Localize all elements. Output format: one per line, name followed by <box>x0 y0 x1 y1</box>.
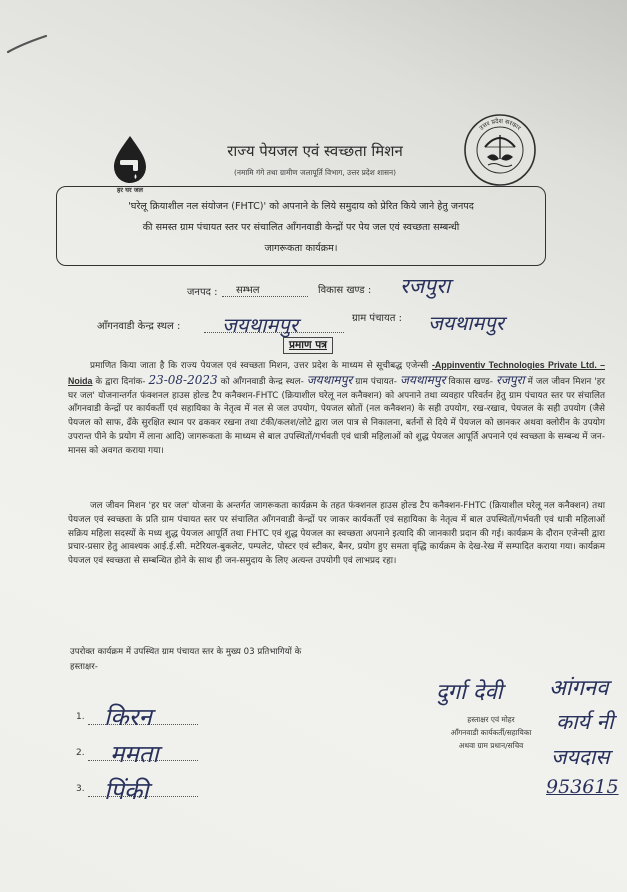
mission-subtitle: (नमामि गंगे तथा ग्रामीण जलापूर्ति विभाग, उत्तर प्रदेश शासन) <box>233 168 396 177</box>
pen-mark <box>4 30 50 58</box>
signatory-note: जयदास <box>551 745 610 769</box>
signatory-signature: दुर्गा देवी <box>436 680 503 705</box>
participants-intro: उपरोक्त कार्यक्रम में उपस्थित ग्राम पंचायत स्तर के मुख्य 03 प्रतिभागियों के <box>70 647 302 657</box>
signatory-caption: आँगनवाडी कार्यकर्ती/सहायिका <box>450 728 532 737</box>
certificate-title: प्रमाण पत्र <box>283 337 333 354</box>
programme-line: जागरूकता कार्यक्रम। <box>264 243 338 254</box>
district-label: जनपद : <box>187 287 218 298</box>
signatory-caption: अथवा ग्राम प्रधान/सचिव <box>458 741 524 750</box>
certificate-paragraph-2: जल जीवन मिशन 'हर घर जल' योजना के अन्तर्गत जागरूकता कार्यक्रम के तहत फंक्शनल हाउस होल्ड टैप कनैक्शन-FHTC (क्रियाशील घरेलू नल कनैक्शन) तथा पेयजल एवं स्वच्छता के प्रति ग्राम पंचायत स्तर पर संचालित आँगनवाडी केन्द्रों पर जाकर कार्यकर्ती एवं सहायिका के नेतृत्व में बाल उपस्थितों/गर्भवती एवं धात्री महिलाओं सक्रिय महिला सदस्यों के मध्य शुद्ध पेयजल आपूर्ति तथा FHTC एवं शुद्ध पेयजल का स्वच्छता अपनाने इत्यादि की जानकारी प्रदान की गई। कार्यक्रम के दौरान एजेन्सी द्वारा प्रचार-प्रसार हेतु आवश्यक आई.ई.सी. मटेरियल-बुकलेट, पम्पलेट, पोस्टर एवं स्टीकर, बैनर, प्रयोग हुए समता वृद्धि कार्यक्रम के देख-रेख में सम्पादित कराया गया। कार्यक्रम पेयजल एवं स्वच्छता से सम्बन्धित होने के साथ ही जन-समुदाय के लिए अत्यन्त उपयोगी एवं लाभप्रद रहा। <box>68 501 605 567</box>
p1-text: के द्वारा दिनांक- <box>92 376 149 387</box>
signatory-note-clip <box>540 776 627 810</box>
block-value-handwritten: रजपुरा <box>400 274 451 298</box>
p1-text: विकास खण्ड- <box>445 376 496 387</box>
participant-number: 2. <box>76 748 85 758</box>
centre-label: आँगनवाडी केन्द्र स्थल : <box>97 321 181 332</box>
participant-signature: ममता <box>110 740 159 768</box>
signatory-caption: हस्ताक्षर एवं मोहर <box>467 715 515 724</box>
signatory-note: कार्य नी <box>556 710 614 734</box>
mission-title: राज्य पेयजल एवं स्वच्छता मिशन <box>227 142 403 160</box>
p1-text: ग्राम पंचायत- <box>352 376 400 387</box>
date-handwritten: 23-08-2023 <box>148 372 218 387</box>
centre-handwritten: जयथामपुर <box>306 372 353 387</box>
district-blank <box>222 296 308 297</box>
programme-box <box>56 186 546 266</box>
p1-text: प्रमाणित किया जाता है कि राज्य पेयजल एवं स्वच्छता मिशन, उत्तर प्रदेश के माध्यम से सूचीबद्ध एजेन्सी <box>90 361 432 371</box>
panchayat-label: ग्राम पंचायत : <box>352 313 403 324</box>
programme-line: 'घरेलू क्रियाशील नल संयोजन (FHTC)' को अपनाने के लिये समुदाय को प्रेरित किये जाने हेतु जनपद <box>128 201 474 212</box>
participant-number: 3. <box>76 784 85 794</box>
panchayat-handwritten: जयथामपुर <box>399 372 446 387</box>
participant-signature: पिंकी <box>104 777 149 805</box>
signatory-note-clip <box>540 743 627 777</box>
centre-value-handwritten: जयथामपुर <box>222 313 298 337</box>
up-govt-emblem <box>463 113 537 187</box>
signatory-note: आंगनव <box>549 676 609 701</box>
p1-text: को आँगनवाडी केन्द्र स्थल- <box>217 376 307 387</box>
har-ghar-jal-logo <box>105 134 155 186</box>
block-handwritten: रजपुरा <box>495 372 525 387</box>
signatory-note-clip <box>540 708 627 742</box>
participant-signature: किरन <box>104 703 152 731</box>
participant-number: 1. <box>76 712 85 722</box>
emblem-lettering: उत्तर प्रदेश सरकार <box>478 117 522 132</box>
signatory-phone: 953615 <box>546 776 619 798</box>
programme-line: की समस्त ग्राम पंचायत स्तर पर संचालित आँगनवाडी केन्द्रों पर पेय जल एवं स्वच्छता सम्बन्धी <box>142 222 460 233</box>
participants-intro-2: हस्ताक्षर- <box>70 662 98 672</box>
certificate-paragraph-1 <box>68 359 605 459</box>
logo-lettering: हर घर जल <box>117 186 143 194</box>
block-label: विकास खण्ड : <box>318 285 372 296</box>
signatory-note-clip <box>540 672 627 706</box>
agency-name: -Appinventiv Technologies Private Ltd. – Noida <box>68 360 605 386</box>
district-value: सम्भल <box>236 285 260 296</box>
panchayat-value-handwritten: जयथामपुर <box>428 311 504 335</box>
p1-text: में जल जीवन मिशन 'हर घर जल' योजनान्तर्गत फंक्शनल हाउस होल्ड टैप कनैक्शन-FHTC (क्रियाशील घरेलू नल कनैक्शन) को अपनाने तथा व्यवहार परिवर्तन हेतु ग्राम पंचायत स्तर पर संचालित आँगनवाडी केन्द्रों पर कार्यकर्ती एवं सहायिका के नेतृत्व में नल से जल उपयोग, पेयजल स्रोतों (नल कनैक्शन) के सही उपयोग, रख-रखाव, पेयजल के सही उपयोग (जैसे पेयजल को साफ, ढँके सुरक्षित स्थान पर ढककर रखना तथा टंकी/कलश/लोटे द्वारा जल पात्र से निकालना, बर्तनों से दिये में पेयजल को छानकर अथवा क्लोरीन के उपयोग उपरान्त पीने के प्रयोग में लाना आदि) जागरूकता के माध्यम से बाल उपस्थितों/गर्भवती एवं धात्री महिलाओं को शुद्ध पेयजल आपूर्ति अपनाने एवं स्वच्छता के सम्बन्ध में जन-मानस को अवगत कराया गया। <box>68 376 606 456</box>
